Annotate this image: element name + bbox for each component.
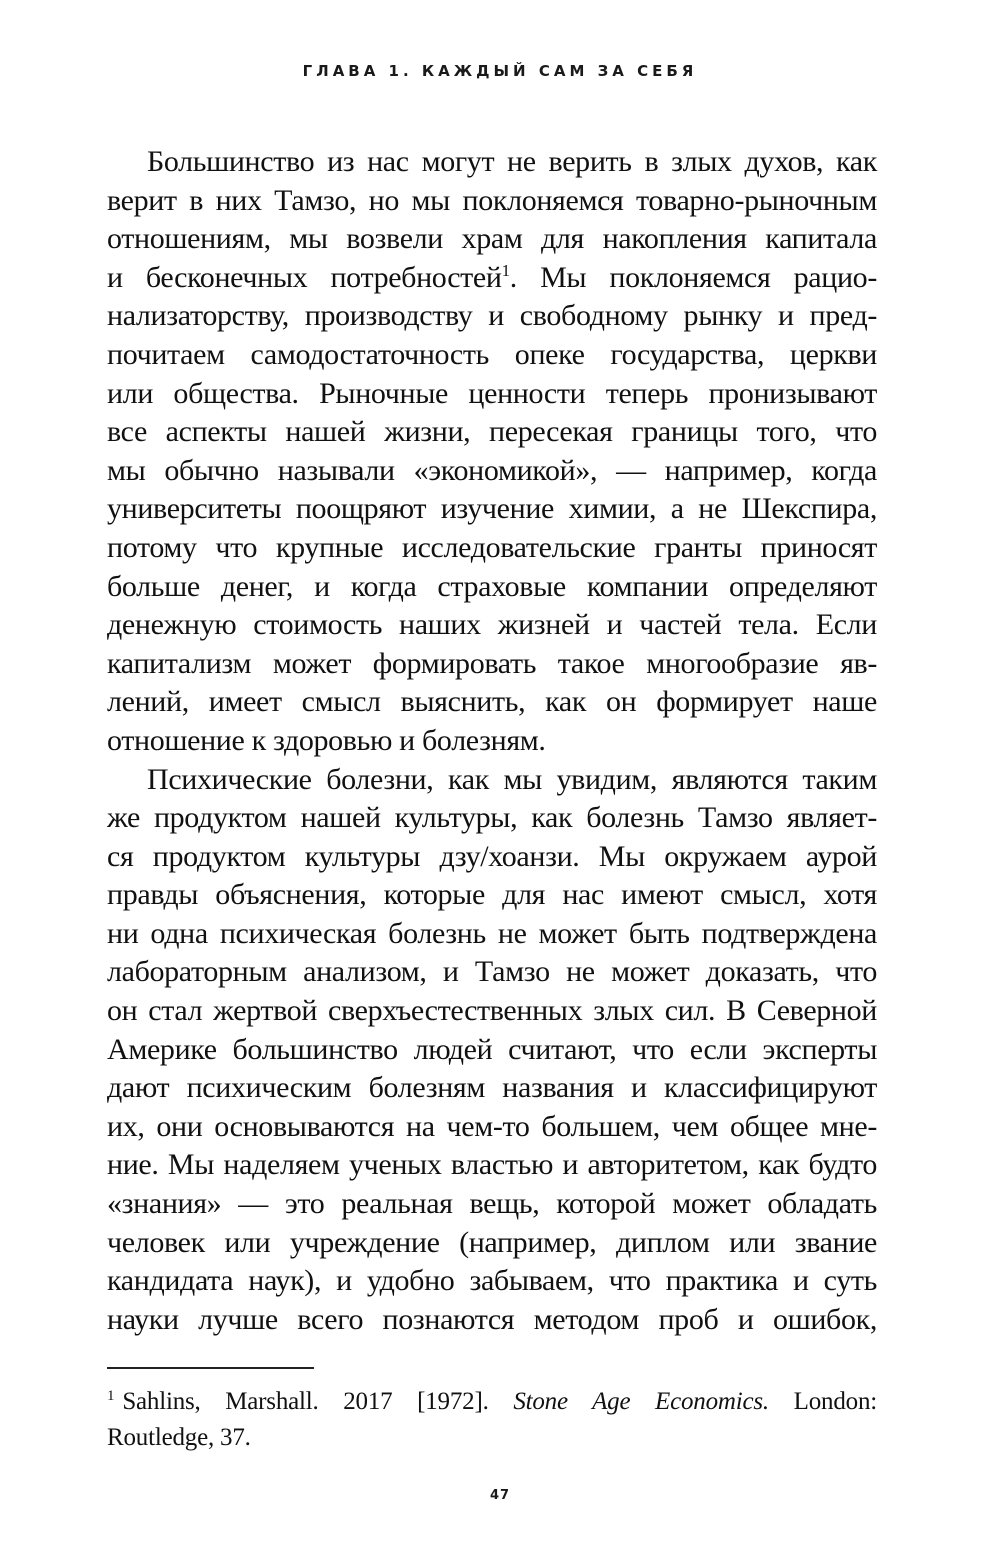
running-head: ГЛАВА 1. КАЖДЫЙ САМ ЗА СЕБЯ xyxy=(302,62,698,80)
text-line: нализаторству, производству и свободному рынку и пред- xyxy=(107,299,877,333)
page-number: 47 xyxy=(489,1488,511,1503)
text-line: больше денег, и когда страховые компании определяют xyxy=(107,569,877,603)
footnote-separator xyxy=(107,1367,314,1369)
footnote-citation: Sahlins, Marshall. 2017 [1972]. xyxy=(122,1388,489,1415)
text-line: все аспекты нашей жизни, пересекая границы того, что xyxy=(107,415,877,449)
text-line: науки лучше всего познаются методом проб и ошибок, xyxy=(107,1302,877,1336)
text-line: мы обычно называли «экономикой», — например, когда xyxy=(107,453,877,487)
text-line: правды объяснения, которые для нас имеют смысл, хотя xyxy=(107,878,877,912)
text-line: отношение к здоровью и болезням. xyxy=(107,723,546,757)
footnote-book-title: Stone Age Economics. xyxy=(513,1388,769,1415)
text-line: он стал жертвой сверхъестественных злых сил. В Северной xyxy=(107,994,877,1028)
text-line: Психические болезни, как мы увидим, являются таким xyxy=(147,762,877,796)
text-segment: и бесконечных потребностей xyxy=(107,260,502,294)
text-line: ние. Мы наделяем ученых властью и авторитетом, как будто xyxy=(107,1148,877,1182)
text-line: или общества. Рыночные ценности теперь пронизывают xyxy=(107,376,877,410)
text-line: Большинство из нас могут не верить в злых духов, как xyxy=(147,145,877,178)
text-line: человек или учреждение (например, диплом или звание xyxy=(107,1225,877,1259)
text-line: Америке большинство людей считают, что если эксперты xyxy=(107,1032,877,1066)
footnote-line xyxy=(107,1384,877,1420)
text-line: отношениям, мы возвели храм для накопления капитала xyxy=(107,222,877,256)
text-line: их, они основываются на чем-то большем, чем общее мне- xyxy=(107,1109,877,1143)
footnote xyxy=(107,1384,877,1456)
footnote-line: Routledge, 37. xyxy=(107,1424,251,1451)
body-text xyxy=(107,143,877,1339)
text-line: ни одна психическая болезнь не может быть подтверждена xyxy=(107,916,877,950)
text-line: ся продуктом культуры дзу/хоанзи. Мы окружаем аурой xyxy=(107,839,877,873)
footnote-reference: 1 xyxy=(501,260,510,280)
text-line: капитализм может формировать такое многообразие яв- xyxy=(107,646,877,680)
footnote-publisher-city: London: xyxy=(793,1388,877,1415)
text-line: верит в них Тамзо, но мы поклоняемся товарно-рыночным xyxy=(107,183,877,217)
text-line: университеты поощряют изучение химии, а не Шекспира, xyxy=(107,492,877,526)
text-line: почитаем самодостаточность опеке государства, церкви xyxy=(107,337,877,371)
paragraph-1 xyxy=(107,143,877,761)
text-segment: . Мы поклоняемся рацио- xyxy=(509,260,877,294)
text-line: же продуктом нашей культуры, как болезнь Тамзо являет- xyxy=(107,801,877,835)
paragraph-2 xyxy=(107,761,877,1340)
footnote-marker: 1 xyxy=(107,1387,115,1404)
text-line: потому что крупные исследовательские гранты приносят xyxy=(107,530,877,564)
text-line: «знания» — это реальная вещь, которой может обладать xyxy=(107,1187,877,1221)
text-line: кандидата наук), и удобно забываем, что практика и суть xyxy=(107,1264,877,1298)
text-line: денежную стоимость наших жизней и частей тела. Если xyxy=(107,608,877,642)
text-line: лений, имеет смысл выяснить, как он формирует наше xyxy=(107,685,877,719)
text-line: лабораторным анализом, и Тамзо не может доказать, что xyxy=(107,955,877,989)
text-line-with-footnote-ref xyxy=(107,259,877,298)
text-line: дают психическим болезням названия и классифицируют xyxy=(107,1071,877,1105)
